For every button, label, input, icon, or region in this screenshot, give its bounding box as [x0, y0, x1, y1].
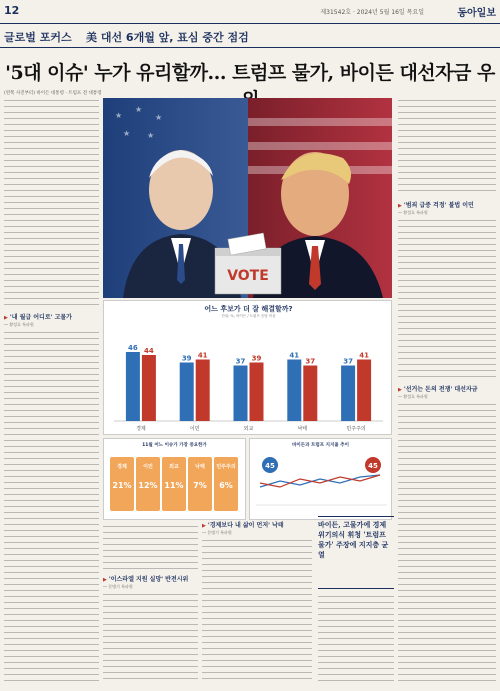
section-tag: 글로벌 포커스	[4, 31, 72, 44]
issue-tile	[162, 457, 186, 511]
bar-value-label: 37	[343, 357, 353, 366]
issue-tile-value: 12%	[138, 481, 158, 490]
bar-value-label: 39	[181, 354, 192, 363]
subhead-protest-byline: ― 문병기 특파원	[103, 584, 133, 589]
newspaper-brand: 동아일보	[457, 8, 496, 19]
category-label: 이민	[189, 426, 200, 432]
subhead-protest-text: '이스라엘 지원 실망' 반전시위	[108, 576, 189, 583]
poll-trend-panel	[249, 438, 392, 520]
subhead-abortion-right	[202, 520, 314, 529]
category-label: 낙태	[297, 426, 308, 432]
triangle-icon: ▶	[398, 387, 402, 393]
issue-tile	[110, 457, 134, 511]
issue-tile-value: 11%	[164, 481, 184, 490]
issue-tile-value: 21%	[112, 481, 132, 490]
top-issue-panel	[103, 438, 246, 520]
bar-biden-3	[287, 360, 301, 422]
article-text-center-1b	[103, 592, 198, 684]
trump-value: 45	[368, 462, 378, 470]
article-text-left-2	[4, 330, 99, 685]
bar-value-label: 39	[251, 354, 262, 363]
chart-title: 어느 후보가 더 잘 해결할까?	[204, 305, 293, 313]
article-text-center-1	[103, 524, 198, 570]
category-label: 외교	[243, 426, 254, 432]
article-text-right-3	[398, 402, 496, 684]
article-text-left-1	[4, 98, 99, 308]
page-number: 12	[4, 4, 20, 17]
bar-trump-1	[196, 360, 210, 422]
triangle-icon: ▶	[4, 315, 8, 321]
bar-trump-3	[303, 366, 317, 422]
subhead-funds-byline: ― 황성호 특파원	[398, 394, 428, 399]
bar-trump-0	[142, 355, 156, 421]
svg-text:★: ★	[123, 129, 131, 138]
pullquote-rule-bottom	[318, 588, 394, 589]
issue-tile-label: 낙태	[195, 464, 205, 470]
triangle-icon: ▶	[202, 523, 206, 529]
issue-tile-value: 6%	[219, 481, 233, 490]
issue-tile-value: 7%	[193, 481, 207, 490]
bar-trump-2	[250, 363, 264, 422]
subhead-inflation-byline: ― 황성호 특파원	[4, 322, 34, 327]
subhead-funds-text: '선거는 돈의 전쟁' 대선자금	[403, 386, 478, 393]
issue-tile-label: 경제	[117, 464, 127, 470]
section-subtitle: 美 대선 6개월 앞, 표심 중간 점검	[86, 31, 249, 44]
vote-label: VOTE	[227, 268, 269, 284]
subhead-abortion-byline: ― 문병기 특파원	[202, 530, 232, 535]
bar-biden-0	[126, 352, 140, 421]
section-bar	[0, 26, 500, 48]
top-issue-title: 11월 어느 이슈가 가장 중요한가	[142, 443, 207, 448]
top-issue-tiles	[110, 453, 241, 515]
edition-info: 제31542호 · 2024년 5월 16일 목요일	[320, 9, 424, 16]
subhead-funds	[398, 384, 496, 393]
triangle-icon: ▶	[398, 203, 402, 209]
triangle-icon: ▶	[103, 577, 107, 583]
bar-value-label: 44	[144, 347, 154, 355]
issue-tile-label: 외교	[169, 464, 179, 470]
biden-value: 45	[265, 462, 275, 470]
article-text-right-1	[398, 98, 496, 194]
issue-bar-chart	[103, 300, 392, 435]
subhead-immigration-text: '범죄 급증 걱정' 불법 이민	[403, 202, 474, 209]
svg-text:★: ★	[135, 105, 143, 114]
page-headline: '5대 이슈' 누가 유리할까… 트럼프 물가, 바이든 대선자금 우	[5, 62, 495, 84]
subhead-abortion-text: '경제보다 내 삶이 먼저' 낙태	[207, 522, 284, 529]
subhead-inflation	[4, 312, 99, 321]
svg-text:★: ★	[147, 131, 155, 140]
issue-tile-label: 이민	[143, 464, 153, 470]
bar-chart-svg	[104, 323, 393, 435]
bar-trump-4	[357, 360, 371, 422]
candidates-photo-art	[103, 98, 392, 298]
photo-caption: (왼쪽 사진부터) 바이든 대통령 · 트럼프 전 대통령	[4, 91, 102, 96]
issue-tile-label: 민주주의	[216, 464, 236, 470]
pullquote-rule-top	[318, 516, 394, 517]
category-label: 민주주의	[346, 426, 366, 432]
category-label: 경제	[136, 426, 146, 432]
subhead-protest	[103, 574, 198, 583]
subhead-immigration	[398, 200, 496, 209]
article-text-center-3	[318, 594, 394, 684]
subhead-inflation-text: '내 월급 어디로' 고물가	[9, 314, 72, 321]
bar-value-label: 41	[289, 351, 300, 360]
pullquote: 바이든, 고물가에 경제 위기의식 휘청 '트럼프 물가' 주장에 지지층 균열	[318, 520, 389, 559]
bar-biden-2	[234, 366, 248, 422]
article-text-right-2	[398, 218, 496, 378]
article-text-center-2b	[202, 538, 312, 684]
chart-subtitle: 단위: %, 바이든 / 트럼프 응답 비율	[221, 314, 276, 318]
bar-value-label: 37	[305, 357, 316, 366]
subhead-immigration-byline: ― 황성호 특파원	[398, 210, 428, 215]
issue-tile	[188, 457, 212, 511]
bar-biden-4	[341, 366, 355, 422]
poll-trend-title: 바이든과 트럼프 지지율 추이	[292, 443, 349, 448]
poll-trend-chart	[250, 453, 393, 519]
candidates-photo	[103, 98, 392, 298]
bar-value-label: 41	[359, 351, 369, 360]
masthead	[0, 0, 500, 24]
svg-text:★: ★	[155, 113, 163, 122]
issue-tile	[214, 457, 238, 511]
bar-value-label: 41	[197, 351, 208, 360]
bar-value-label: 37	[235, 357, 246, 366]
bar-biden-1	[180, 363, 194, 422]
svg-text:★: ★	[115, 111, 123, 120]
issue-tile	[136, 457, 160, 511]
bar-value-label: 46	[128, 344, 138, 352]
